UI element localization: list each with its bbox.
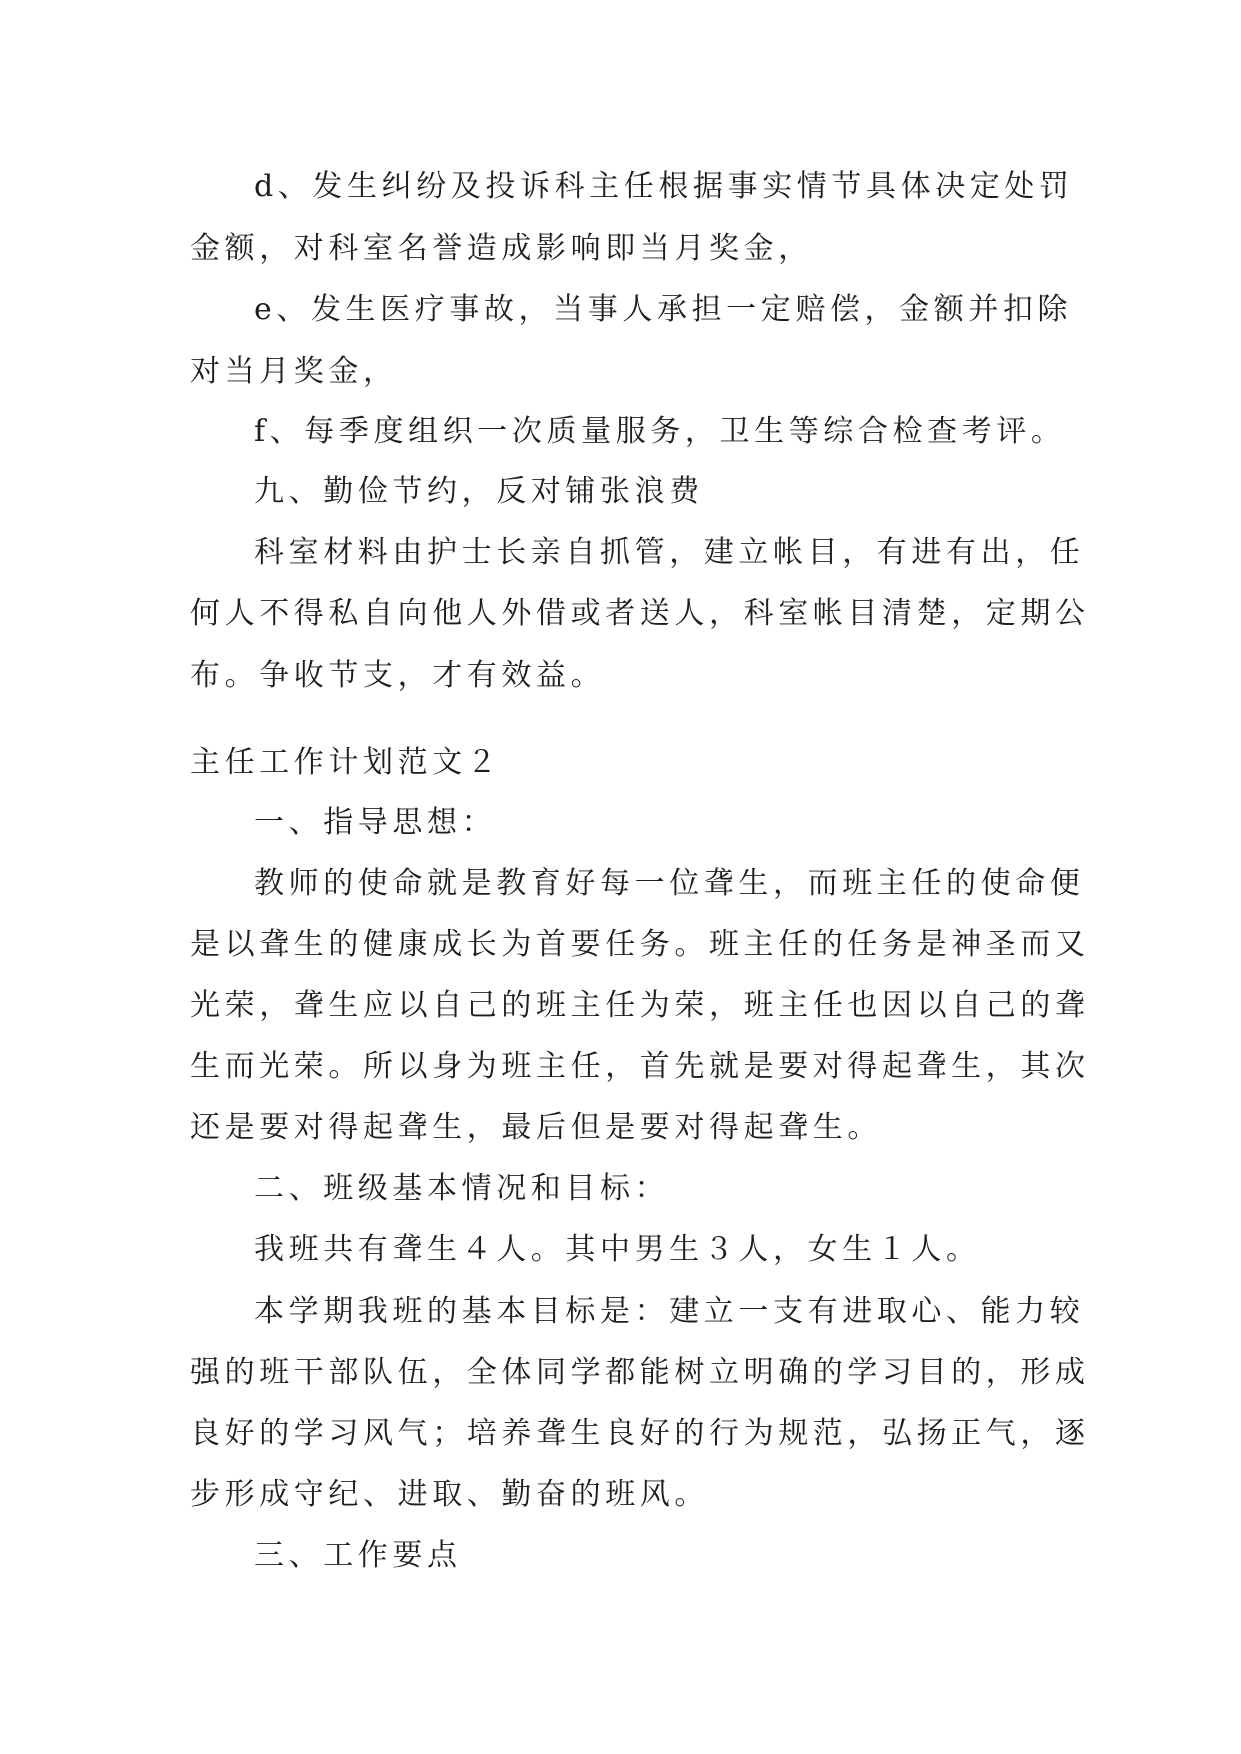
- para-2b-line-3: 良好的学习风气；培养聋生良好的行为规范，弘扬正气，逐: [190, 1416, 1090, 1451]
- para-1-line-1: 教师的使命就是教育好每一位聋生，而班主任的使命便: [254, 866, 1085, 901]
- para-9-line-1: 科室材料由护士长亲自抓管，建立帐目，有进有出，任: [254, 535, 1085, 570]
- para-1-line-5: 还是要对得起聋生，最后但是要对得起聋生。: [190, 1110, 882, 1145]
- section-title: 主任工作计划范文２: [190, 745, 502, 780]
- item-d-line-1: d、发生纠纷及投诉科主任根据事实情节具体决定处罚: [254, 169, 1074, 204]
- para-1-line-4: 生而光荣。所以身为班主任，首先就是要对得起聋生，其次: [190, 1049, 1090, 1084]
- item-e-line-2: 对当月奖金，: [190, 354, 398, 389]
- para-2b-line-2: 强的班干部队伍，全体同学都能树立明确的学习目的，形成: [190, 1355, 1090, 1390]
- item-f: f、每季度组织一次质量服务，卫生等综合检查考评。: [254, 414, 1066, 449]
- para-9-line-3: 布。争收节支，才有效益。: [190, 658, 606, 693]
- heading-3: 三、工作要点: [254, 1538, 462, 1573]
- para-2a: 我班共有聋生４人。其中男生３人，女生１人。: [254, 1232, 981, 1267]
- para-2b-line-1: 本学期我班的基本目标是：建立一支有进取心、能力较: [254, 1294, 1085, 1329]
- para-1-line-2: 是以聋生的健康成长为首要任务。班主任的任务是神圣而又: [190, 927, 1090, 962]
- item-d-line-2: 金额，对科室名誉造成影响即当月奖金，: [190, 231, 813, 266]
- heading-9: 九、勤俭节约，反对铺张浪费: [254, 474, 704, 509]
- heading-1: 一、指导思想：: [254, 805, 497, 840]
- para-9-line-2: 何人不得私自向他人外借或者送人，科室帐目清楚，定期公: [190, 596, 1090, 631]
- heading-2: 二、班级基本情况和目标：: [254, 1171, 670, 1206]
- item-e-line-1: e、发生医疗事故，当事人承担一定赔偿，金额并扣除: [254, 292, 1073, 327]
- para-2b-line-4: 步形成守纪、进取、勤奋的班风。: [190, 1477, 709, 1512]
- para-1-line-3: 光荣，聋生应以自己的班主任为荣，班主任也因以自己的聋: [190, 988, 1090, 1023]
